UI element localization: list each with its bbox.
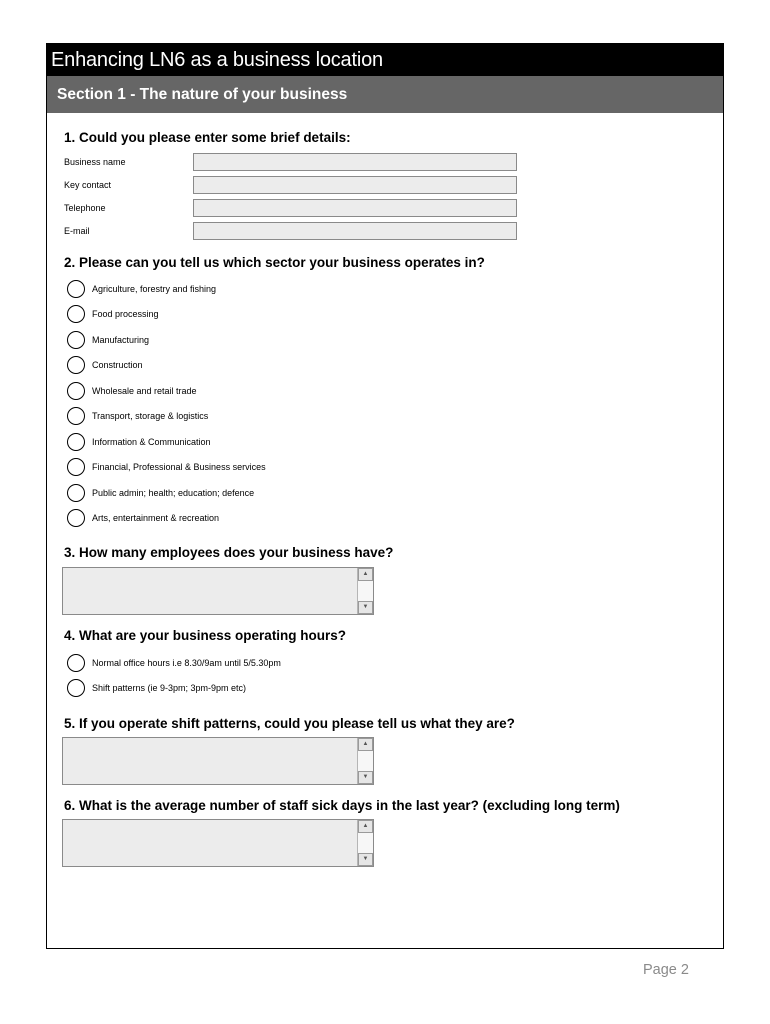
sector-option-wholesale-retail[interactable]: [67, 381, 197, 401]
radio-button-icon[interactable]: [67, 458, 85, 476]
question-1-heading: 1. Could you please enter some brief details:: [64, 130, 351, 145]
sector-option-public-admin[interactable]: [67, 483, 254, 503]
scrollbar[interactable]: [357, 820, 373, 866]
option-label: Information & Communication: [92, 437, 211, 447]
sector-option-transport[interactable]: [67, 406, 208, 426]
radio-button-icon[interactable]: [67, 679, 85, 697]
email-input[interactable]: [193, 222, 517, 240]
option-label: Manufacturing: [92, 335, 150, 345]
sector-option-financial[interactable]: [67, 457, 266, 477]
question-4-heading: 4. What are your business operating hours?: [64, 628, 347, 643]
sector-option-information[interactable]: [67, 432, 211, 452]
option-label: Food processing: [92, 309, 159, 319]
telephone-input[interactable]: [193, 199, 517, 217]
sector-option-manufacturing[interactable]: [67, 330, 149, 350]
shift-patterns-textarea[interactable]: [62, 737, 374, 785]
hours-option-shift[interactable]: [67, 678, 246, 698]
option-label: Wholesale and retail trade: [92, 386, 197, 396]
option-label: Arts, entertainment & recreation: [92, 513, 220, 523]
radio-button-icon[interactable]: [67, 305, 85, 323]
radio-button-icon[interactable]: [67, 654, 85, 672]
radio-button-icon[interactable]: [67, 382, 85, 400]
document-title: Enhancing LN6 as a business location: [47, 44, 723, 76]
field-label-business-name: Business name: [64, 157, 126, 167]
field-label-email: E-mail: [64, 226, 90, 236]
option-label: Agriculture, forestry and fishing: [92, 284, 217, 294]
question-3-heading: 3. How many employees does your business have?: [64, 545, 394, 560]
question-2-heading: 2. Please can you tell us which sector your business operates in?: [64, 255, 485, 270]
option-label: Normal office hours i.e 8.30/9am until 5/5.30pm: [92, 658, 281, 668]
scroll-up-arrow-icon[interactable]: ▲: [358, 738, 373, 751]
radio-button-icon[interactable]: [67, 509, 85, 527]
section-title: Section 1 - The nature of your business: [47, 76, 723, 113]
option-label: Public admin; health; education; defence: [92, 488, 255, 498]
radio-button-icon[interactable]: [67, 356, 85, 374]
sector-option-agriculture[interactable]: [67, 279, 216, 299]
scroll-up-arrow-icon[interactable]: ▲: [358, 820, 373, 833]
scroll-up-arrow-icon[interactable]: ▲: [358, 568, 373, 581]
option-label: Construction: [92, 360, 143, 370]
question-5-heading: 5. If you operate shift patterns, could you please tell us what they are?: [64, 716, 515, 731]
option-label: Shift patterns (ie 9-3pm; 3pm-9pm etc): [92, 683, 247, 693]
sick-days-textarea[interactable]: [62, 819, 374, 867]
scrollbar[interactable]: [357, 568, 373, 614]
scroll-down-arrow-icon[interactable]: ▼: [358, 601, 373, 614]
option-label: Financial, Professional & Business services: [92, 462, 266, 472]
option-label: Transport, storage & logistics: [92, 411, 209, 421]
field-label-telephone: Telephone: [64, 203, 106, 213]
sector-option-arts[interactable]: [67, 508, 219, 528]
question-6-heading: 6. What is the average number of staff sick days in the last year? (excluding long term): [64, 798, 620, 813]
hours-option-office[interactable]: [67, 653, 281, 673]
radio-button-icon[interactable]: [67, 407, 85, 425]
employees-textarea[interactable]: [62, 567, 374, 615]
radio-button-icon[interactable]: [67, 433, 85, 451]
business-name-input[interactable]: [193, 153, 517, 171]
radio-button-icon[interactable]: [67, 484, 85, 502]
sector-option-food-processing[interactable]: [67, 304, 159, 324]
page-number: Page 2: [643, 962, 689, 978]
radio-button-icon[interactable]: [67, 280, 85, 298]
field-label-key-contact: Key contact: [64, 180, 112, 190]
key-contact-input[interactable]: [193, 176, 517, 194]
scroll-down-arrow-icon[interactable]: ▼: [358, 853, 373, 866]
form-frame: [46, 43, 724, 949]
scrollbar[interactable]: [357, 738, 373, 784]
radio-button-icon[interactable]: [67, 331, 85, 349]
scroll-down-arrow-icon[interactable]: ▼: [358, 771, 373, 784]
sector-option-construction[interactable]: [67, 355, 143, 375]
